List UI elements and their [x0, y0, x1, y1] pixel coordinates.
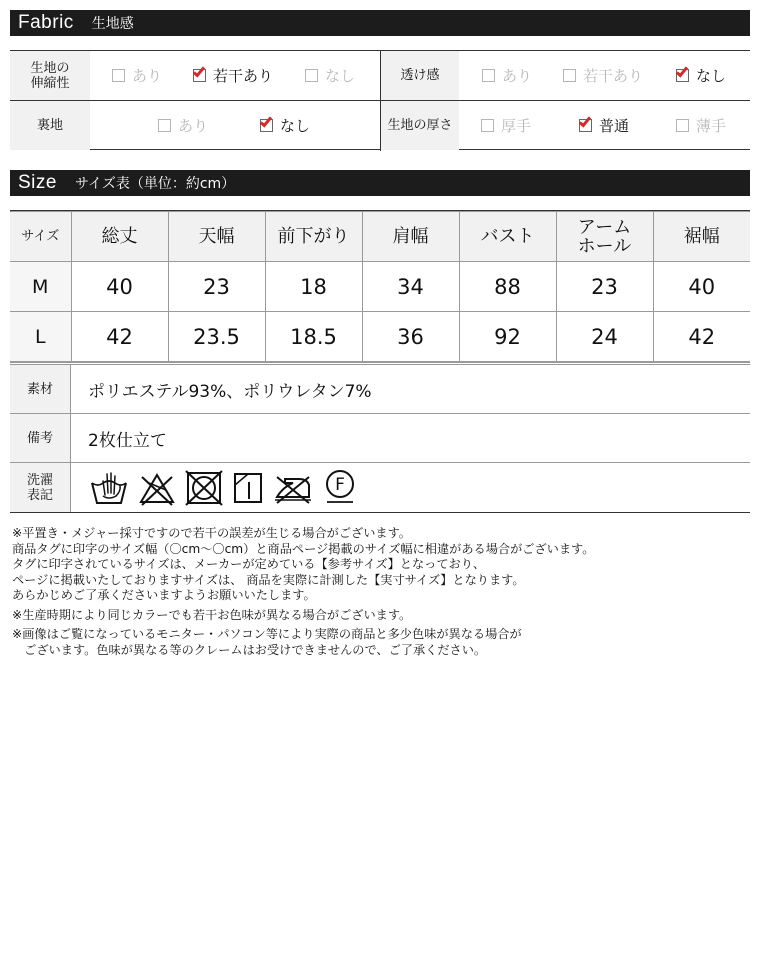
material-row: [10, 365, 750, 414]
disclaimer-notes: [12, 526, 594, 658]
table-row: [10, 262, 750, 312]
no-bleach-icon: [138, 469, 176, 507]
product-info-table: [10, 362, 750, 513]
note-line: タグに印字されているサイズは、メーカーが定めている【参考サイズ】となっており、: [12, 557, 486, 571]
note-line: ページに掲載いたしておりますサイズは、 商品を実際に計測した【実寸サイズ】となります。: [12, 572, 525, 587]
checkbox-icon: [481, 119, 494, 132]
fabric-title-jp: 生地感: [91, 16, 134, 32]
note-line: ございます。色味が異なる等のクレームはお受けできませんので、ご了承ください。: [12, 642, 487, 657]
lining-option-none: なし: [260, 101, 310, 150]
thickness-option-thick: 厚手: [481, 101, 531, 150]
notes-row: [10, 414, 750, 463]
lining-option-yes: あり: [158, 101, 208, 150]
header-size: サイズ: [10, 212, 71, 262]
table-cell: 42: [653, 312, 750, 362]
stretch-label: 生地の 伸縮性: [10, 51, 90, 100]
lining-label: 裏地: [10, 101, 90, 150]
checked-checkbox-icon: [260, 119, 273, 132]
size-table-header: [10, 212, 750, 262]
svg-text:F: F: [335, 474, 345, 495]
size-table: [10, 210, 750, 362]
fabric-divider: [380, 51, 381, 151]
table-cell: 34: [362, 262, 459, 312]
note-line: あらかじめご了承くださいますようお願いいたします。: [12, 588, 316, 602]
table-cell: 40: [653, 262, 750, 312]
table-cell: 92: [459, 312, 556, 362]
header-armhole: アーム ホール: [556, 212, 653, 262]
checkbox-icon: [112, 69, 125, 82]
checked-checkbox-icon: [579, 119, 592, 132]
thickness-option-normal: 普通: [579, 101, 629, 150]
stretch-option-none-partial: あり: [112, 51, 162, 100]
transparency-option-none: なし: [676, 51, 726, 100]
table-cell: 23: [556, 262, 653, 312]
checkbox-icon: [676, 119, 689, 132]
size-title-jp: サイズ表（単位：約cm）: [74, 176, 236, 192]
note-line: ※平置き・メジャー採寸ですので若干の誤差が生じる場合がございます。: [12, 526, 411, 540]
thickness-label: 生地の厚さ: [381, 101, 459, 150]
table-cell: 42: [71, 312, 168, 362]
table-cell: 18: [265, 262, 362, 312]
notes-label: 備考: [10, 414, 71, 462]
table-cell: 88: [459, 262, 556, 312]
transparency-label: 透け感: [381, 51, 459, 100]
note-line: 商品タグに印字のサイズ幅（〇cm〜〇cm）と商品ページ掲載のサイズ幅に相違がある場合がございます。: [12, 541, 595, 556]
note-line: ※画像はご覧になっているモニター・パソコン等により実際の商品と多少色味が異なる場合が: [12, 627, 522, 641]
care-row: [10, 463, 750, 512]
transparency-option-yes: あり: [482, 51, 532, 100]
fabric-section-header: [10, 10, 750, 36]
header-bust: バスト: [459, 212, 556, 262]
checkbox-icon: [482, 69, 495, 82]
hand-wash-icon: [89, 469, 129, 507]
thickness-option-thin: 薄手: [676, 101, 726, 150]
table-cell: 40: [71, 262, 168, 312]
stretch-option-slight: 若干あり: [193, 51, 273, 100]
care-icons: [71, 463, 750, 512]
size-section-header: [10, 170, 750, 196]
checkbox-icon: [305, 69, 318, 82]
size-title-en: Size: [18, 172, 57, 193]
checkbox-icon: [563, 69, 576, 82]
size-cell: M: [10, 262, 71, 312]
care-label: 洗濯 表記: [10, 463, 71, 512]
checked-checkbox-icon: [193, 69, 206, 82]
checked-checkbox-icon: [676, 69, 689, 82]
header-shoulder: 肩幅: [362, 212, 459, 262]
dry-clean-f-icon: [322, 469, 358, 507]
line-dry-shade-icon: [232, 469, 264, 507]
table-row: [10, 312, 750, 362]
stretch-option-none: なし: [305, 51, 355, 100]
header-front-drop: 前下がり: [265, 212, 362, 262]
no-tumble-dry-icon: [185, 469, 223, 507]
size-cell: L: [10, 312, 71, 362]
transparency-option-slight: 若干あり: [563, 51, 643, 100]
table-cell: 24: [556, 312, 653, 362]
table-cell: 18.5: [265, 312, 362, 362]
low-iron-cloth-icon: [273, 469, 313, 507]
notes-value: 2枚仕立て: [88, 430, 167, 451]
material-value: ポリエステル93%、ポリウレタン7%: [88, 381, 372, 402]
table-cell: 23: [168, 262, 265, 312]
table-cell: 23.5: [168, 312, 265, 362]
note-line: ※生産時期により同じカラーでも若干お色味が異なる場合がございます。: [12, 607, 412, 622]
header-hem-width: 裾幅: [653, 212, 750, 262]
header-top-width: 天幅: [168, 212, 265, 262]
fabric-title-en: Fabric: [18, 12, 74, 33]
material-label: 素材: [10, 365, 71, 413]
checkbox-icon: [158, 119, 171, 132]
table-cell: 36: [362, 312, 459, 362]
header-length: 総丈: [71, 212, 168, 262]
fabric-table: [10, 50, 750, 150]
